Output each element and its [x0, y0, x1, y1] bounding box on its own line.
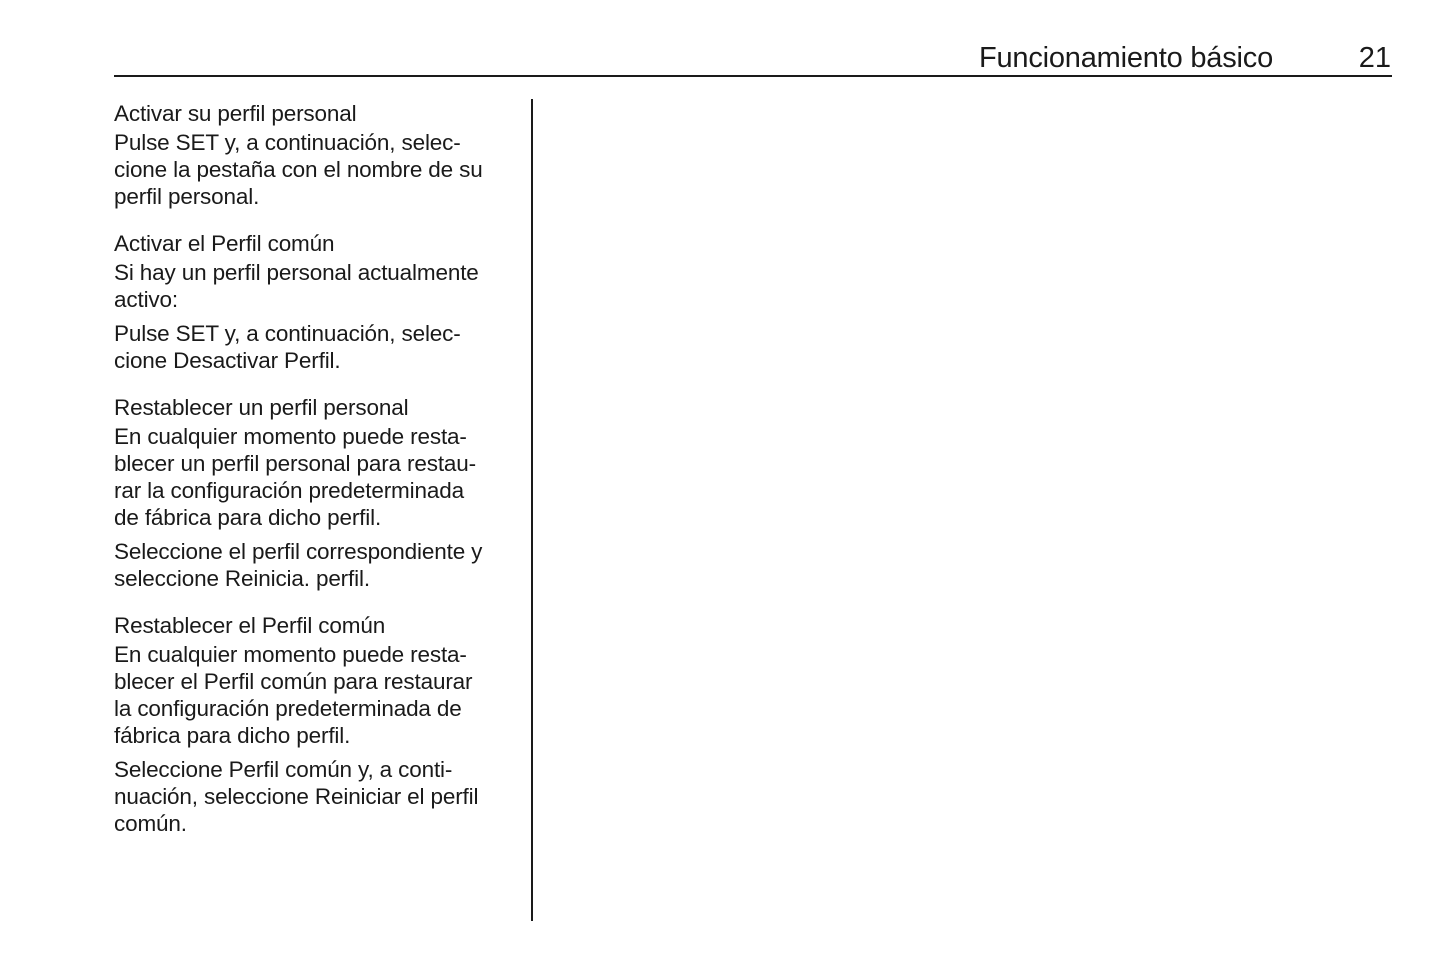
text-line: En cualquier momento puede resta- — [114, 642, 467, 667]
text-line: nuación, seleccione Reiniciar el perfil — [114, 784, 479, 809]
paragraph — [114, 641, 514, 749]
text-line: rar la configuración predeterminada — [114, 478, 464, 503]
section-activar-perfil-comun — [114, 229, 514, 374]
paragraph — [114, 423, 514, 531]
text-line: cione la pestaña con el nombre de su — [114, 157, 483, 182]
section-title: Funcionamiento básico — [978, 42, 1273, 74]
section-heading: Restablecer un perfil personal — [114, 395, 409, 420]
column-divider — [531, 99, 533, 921]
paragraph — [114, 538, 514, 592]
paragraph — [114, 259, 514, 313]
section-activar-perfil-personal — [114, 99, 514, 210]
text-line: perfil personal. — [114, 184, 260, 209]
paragraph — [114, 129, 514, 210]
section-restablecer-perfil-comun — [114, 611, 514, 837]
section-restablecer-perfil-personal — [114, 393, 514, 592]
left-column — [114, 99, 514, 856]
text-line: cione Desactivar Perfil. — [114, 348, 341, 373]
text-line: Pulse SET y, a continuación, selec- — [114, 130, 461, 155]
text-line: Pulse SET y, a continuación, selec- — [114, 321, 461, 346]
text-line: seleccione Reinicia. perfil. — [114, 566, 370, 591]
text-line: común. — [114, 811, 187, 836]
header-rule — [114, 75, 1392, 77]
text-line: Seleccione el perfil correspondiente y — [114, 539, 483, 564]
section-heading: Activar su perfil personal — [114, 101, 357, 126]
section-heading: Restablecer el Perfil común — [114, 613, 386, 638]
paragraph — [114, 320, 514, 374]
text-line: blecer un perfil personal para restau- — [114, 451, 477, 476]
paragraph — [114, 756, 514, 837]
page-number: 21 — [1358, 42, 1391, 74]
text-line: la configuración predeterminada de — [114, 696, 462, 721]
text-line: Si hay un perfil personal actualmente — [114, 260, 479, 285]
text-line: blecer el Perfil común para restaurar — [114, 669, 473, 694]
text-line: de fábrica para dicho perfil. — [114, 505, 382, 530]
text-line: Seleccione Perfil común y, a conti- — [114, 757, 453, 782]
text-line: fábrica para dicho perfil. — [114, 723, 351, 748]
text-line: En cualquier momento puede resta- — [114, 424, 467, 449]
text-line: activo: — [114, 287, 178, 312]
section-heading: Activar el Perfil común — [114, 231, 335, 256]
